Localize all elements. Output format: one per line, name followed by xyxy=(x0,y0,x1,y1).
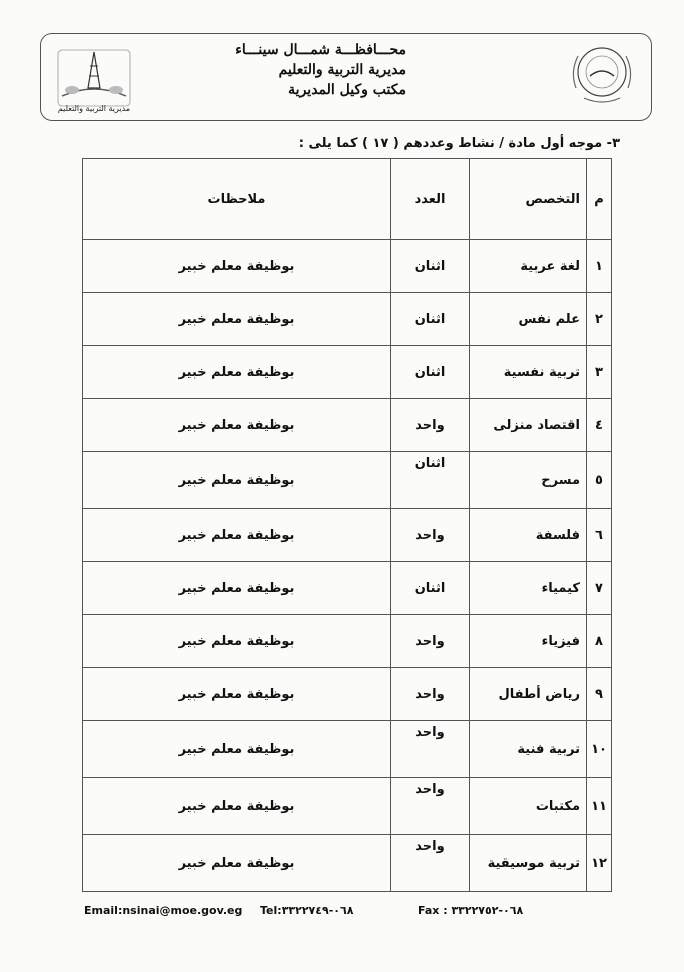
row-count: واحد xyxy=(391,399,470,452)
table-row xyxy=(83,346,612,399)
row-specialty: مسرح xyxy=(470,452,587,509)
row-number: ٨ xyxy=(587,615,612,668)
row-number: ١ xyxy=(587,240,612,293)
table-row xyxy=(83,452,612,509)
row-number: ٤ xyxy=(587,399,612,452)
row-number: ١١ xyxy=(587,778,612,835)
table-row xyxy=(83,778,612,835)
table-row xyxy=(83,562,612,615)
logo-caption: مديرية التربية والتعليم xyxy=(57,104,131,113)
row-notes: بوظيفة معلم خبير xyxy=(83,721,391,778)
row-specialty: تربية نفسية xyxy=(470,346,587,399)
row-notes: بوظيفة معلم خبير xyxy=(83,399,391,452)
table-row xyxy=(83,399,612,452)
row-count: اثنان xyxy=(391,562,470,615)
row-number: ٩ xyxy=(587,668,612,721)
governorate-seal xyxy=(562,38,642,110)
row-count: واحد xyxy=(391,721,470,778)
row-count: اثنان xyxy=(391,346,470,399)
row-notes: بوظيفة معلم خبير xyxy=(83,509,391,562)
row-number: ١٢ xyxy=(587,835,612,892)
footer-tel: Tel:٠٦٨-٣٣٢٢٧٤٩ xyxy=(260,904,354,917)
directorate-name: مديرية التربية والتعليم xyxy=(278,62,406,78)
row-number: ٥ xyxy=(587,452,612,509)
row-count: واحد xyxy=(391,835,470,892)
row-notes: بوظيفة معلم خبير xyxy=(83,562,391,615)
footer-fax: Fax : ٠٦٨-٣٣٢٢٧٥٢ xyxy=(418,904,524,917)
row-specialty: مكتبات xyxy=(470,778,587,835)
row-notes: بوظيفة معلم خبير xyxy=(83,346,391,399)
row-specialty: رياض أطفال xyxy=(470,668,587,721)
section-heading: ٣- موجه أول مادة / نشاط وعددهم ( ١٧ ) كما يلى : xyxy=(298,136,620,151)
header-count: العدد xyxy=(391,159,470,240)
row-count: واحد xyxy=(391,615,470,668)
row-specialty: فلسفة xyxy=(470,509,587,562)
office-name: مكتب وكيل المديرية xyxy=(288,82,406,98)
row-count: واحد xyxy=(391,668,470,721)
row-number: ٧ xyxy=(587,562,612,615)
row-notes: بوظيفة معلم خبير xyxy=(83,452,391,509)
row-number: ١٠ xyxy=(587,721,612,778)
row-specialty: فيزياء xyxy=(470,615,587,668)
row-count: اثنان xyxy=(391,452,470,509)
table-row xyxy=(83,509,612,562)
table-row xyxy=(83,293,612,346)
row-specialty: تربية فنية xyxy=(470,721,587,778)
row-notes: بوظيفة معلم خبير xyxy=(83,668,391,721)
row-count: واحد xyxy=(391,509,470,562)
row-notes: بوظيفة معلم خبير xyxy=(83,835,391,892)
table-row xyxy=(83,835,612,892)
row-notes: بوظيفة معلم خبير xyxy=(83,778,391,835)
row-number: ٢ xyxy=(587,293,612,346)
row-specialty: لغة عربية xyxy=(470,240,587,293)
row-notes: بوظيفة معلم خبير xyxy=(83,615,391,668)
row-specialty: علم نفس xyxy=(470,293,587,346)
footer-email: Email:nsinai@moe.gov.eg xyxy=(84,904,243,917)
row-count: اثنان xyxy=(391,240,470,293)
governorate-name: محـــافظـــة شمـــال سينـــاء xyxy=(235,42,406,58)
table-row xyxy=(83,668,612,721)
row-count: واحد xyxy=(391,778,470,835)
table-row xyxy=(83,615,612,668)
row-specialty: كيمياء xyxy=(470,562,587,615)
row-notes: بوظيفة معلم خبير xyxy=(83,240,391,293)
table-row xyxy=(83,721,612,778)
row-specialty: اقتصاد منزلى xyxy=(470,399,587,452)
header-specialty: التخصص xyxy=(470,159,587,240)
table-row xyxy=(83,240,612,293)
inspectors-table xyxy=(82,158,612,892)
letterhead-text xyxy=(186,40,406,100)
row-notes: بوظيفة معلم خبير xyxy=(83,293,391,346)
header-num: م xyxy=(587,159,612,240)
row-count: اثنان xyxy=(391,293,470,346)
table-header-row xyxy=(83,159,612,240)
header-notes: ملاحظات xyxy=(83,159,391,240)
row-number: ٦ xyxy=(587,509,612,562)
row-number: ٣ xyxy=(587,346,612,399)
row-specialty: تربية موسيقية xyxy=(470,835,587,892)
